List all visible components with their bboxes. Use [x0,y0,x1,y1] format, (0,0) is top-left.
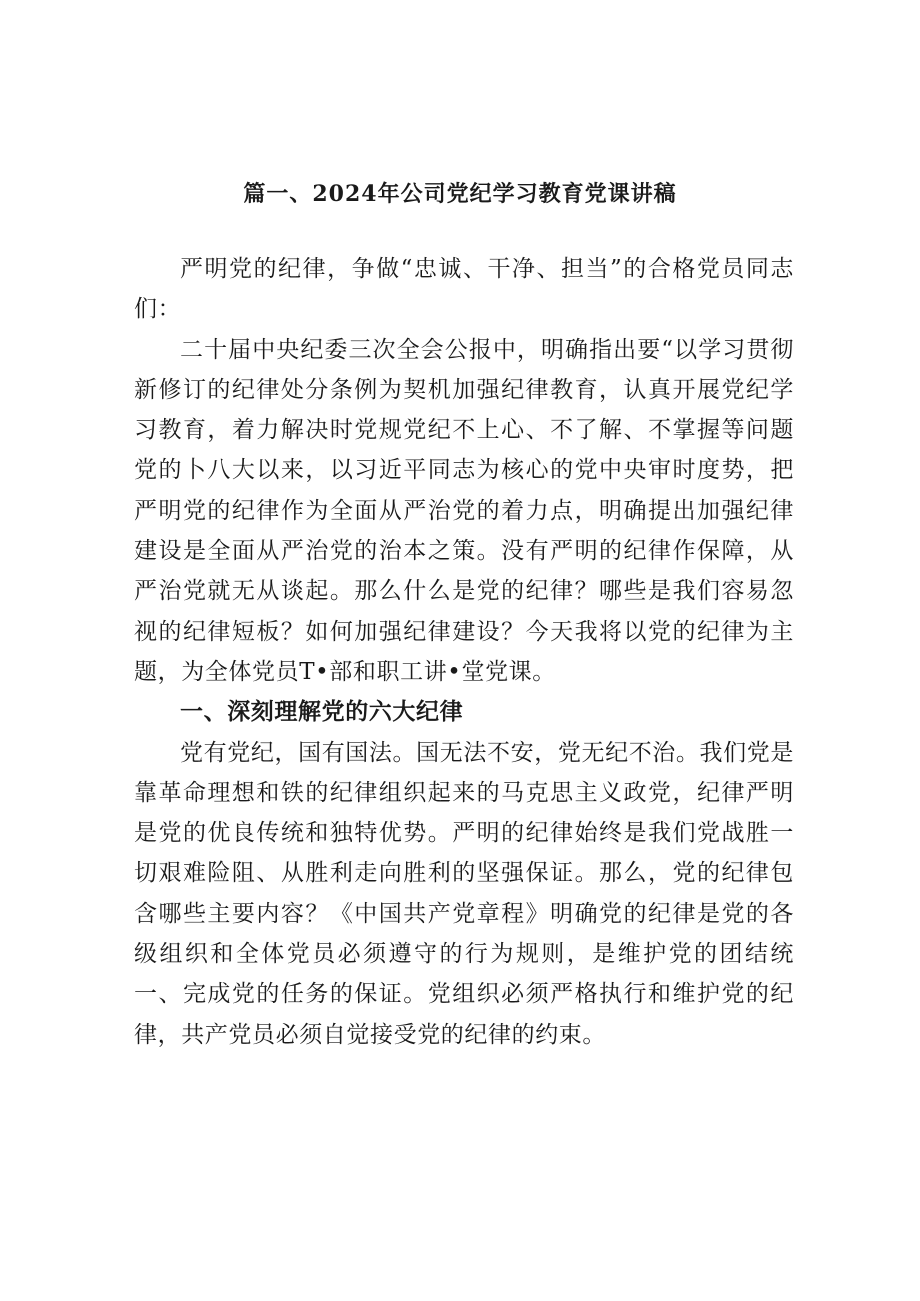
section-heading: 一、深刻理解党的六大纪律 [180,698,464,726]
document-title: 篇一、2024年公司党纪学习教育党课讲稿 [243,181,677,207]
section-paragraph: 党有党纪，国有国法。国无法不安，党无纪不治。我们党是靠革命理想和铁的纪律组织起来的马克思主义政党，纪律严明是党的优良传统和独特优势。严明的纪律始终是我们党战胜一切艰难险阻、从胜利走向胜利的坚强保证。那么，党的纪律包含哪些主要内容？《中国共产党章程》明确党的纪律是党的各级组织和全体党员必须遵守的行为规则，是维护党的团结统一、完成党的任务的保证。党组织必须严格执行和维护党的纪律，共产党员必须自觉接受党的纪律的约束。 [134,739,794,1048]
document-body [134,249,794,1055]
salutation-paragraph: 严明党的纪律，争做“忠诚、干净、担当”的合格党员同志们： [134,256,794,323]
intro-paragraph: 二十届中央纪委三次全会公报中，明确指出要“以学习贯彻新修订的纪律处分条例为契机加强纪律教育，认真开展党纪学习教育，着力解决时党规党纪不上心、不了解、不掌握等问题党的卜八大以来，以习近平同志为核心的党中央审时度势，把严明党的纪律作为全面从严治党的着力点，明确提出加强纪律建设是全面从严治党的治本之策。没有严明的纪律作保障，从严治党就无从谈起。那么什么是党的纪律？哪些是我们容易忽视的纪律短板？如何加强纪律建设？今天我将以党的纪律为主题，为全体党员T•部和职工讲•堂党课。 [134,336,794,685]
